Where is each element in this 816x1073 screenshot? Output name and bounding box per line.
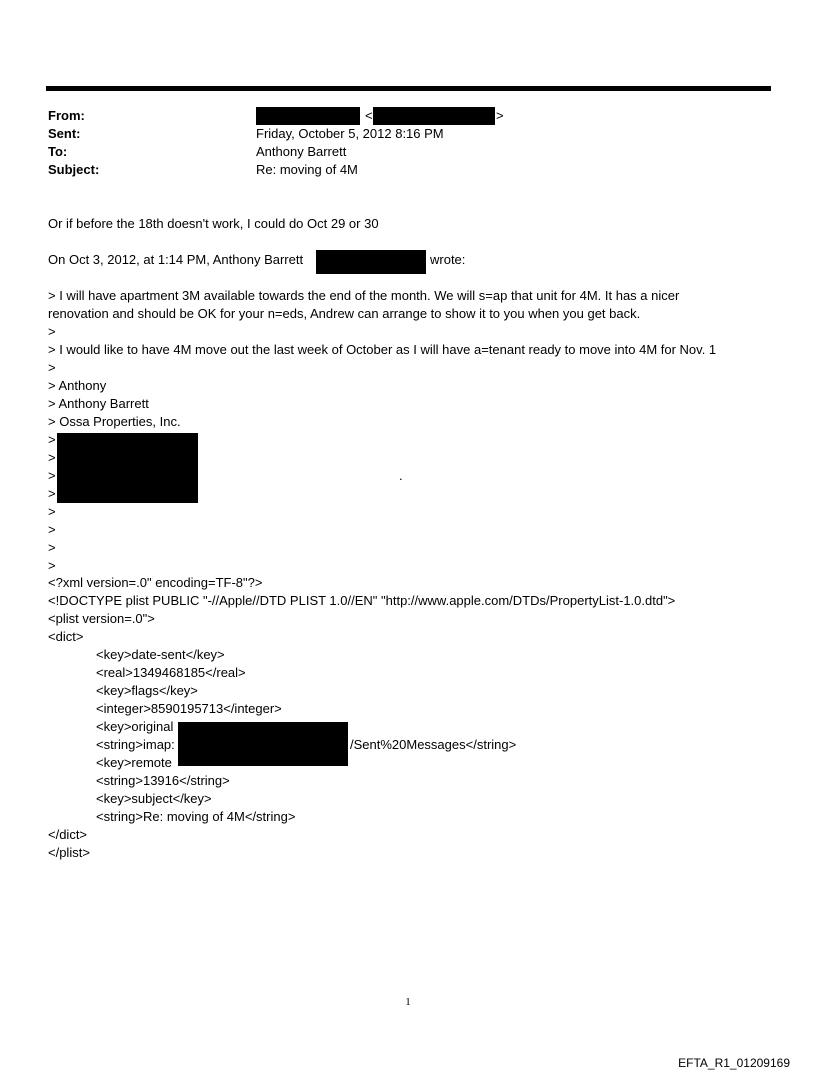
quote-gt: > — [48, 540, 56, 555]
quote-line: renovation and should be OK for your n=eds, Andrew can arrange to show it to you when you get back. — [48, 306, 641, 321]
quote-gt: > — [48, 432, 56, 447]
plist-open: <plist version=.0"> — [48, 611, 155, 626]
redacted-sender-name — [256, 107, 360, 125]
plist-entry: <key>remote — [96, 755, 172, 770]
redacted-attribution-email — [316, 250, 426, 274]
stray-dot: . — [399, 468, 403, 483]
plist-entry: <string>13916</string> — [96, 773, 230, 788]
from-gt: > — [496, 108, 504, 123]
xml-declaration: <?xml version=.0" encoding=TF-8"?> — [48, 575, 263, 590]
redacted-mailbox-path — [178, 722, 348, 766]
from-label: From: — [48, 108, 85, 123]
doctype-line: <!DOCTYPE plist PUBLIC "-//Apple//DTD PLIST 1.0//EN" "http://www.apple.com/DTDs/PropertyList-1.0.dtd"> — [48, 593, 676, 608]
quote-gt: > — [48, 522, 56, 537]
quote-gt: > — [48, 504, 56, 519]
redacted-signature-block — [57, 433, 198, 503]
signature-line: > Anthony — [48, 378, 107, 393]
to-value: Anthony Barrett — [256, 144, 347, 159]
sent-value: Friday, October 5, 2012 8:16 PM — [256, 126, 444, 141]
subject-label: Subject: — [48, 162, 100, 177]
plist-entry: <string>Re: moving of 4M</string> — [96, 809, 296, 824]
body-intro: Or if before the 18th doesn't work, I could do Oct 29 or 30 — [48, 216, 379, 231]
signature-line: > Anthony Barrett — [48, 396, 149, 411]
attribution-prefix: On Oct 3, 2012, at 1:14 PM, Anthony Barrett — [48, 252, 304, 267]
quote-gt: > — [48, 558, 56, 573]
quote-gt: > — [48, 450, 56, 465]
from-lt: < — [365, 108, 373, 123]
signature-line: > Ossa Properties, Inc. — [48, 414, 181, 429]
plist-entry: <real>1349468185</real> — [96, 665, 246, 680]
plist-entry: <string>imap: — [96, 737, 175, 752]
dict-close: </dict> — [48, 827, 88, 842]
redacted-sender-email — [373, 107, 495, 125]
page-number: 1 — [405, 996, 411, 1008]
plist-entry: <key>original — [96, 719, 174, 734]
quote-gt: > — [48, 360, 56, 375]
subject-value: Re: moving of 4M — [256, 162, 358, 177]
quote-line: > I would like to have 4M move out the last week of October as I will have a=tenant ready to move into 4M for Nov. 1 — [48, 342, 717, 357]
plist-entry: <integer>8590195713</integer> — [96, 701, 282, 716]
sent-label: Sent: — [48, 126, 81, 141]
attribution-suffix: wrote: — [430, 252, 466, 267]
plist-entry: <key>date-sent</key> — [96, 647, 225, 662]
quote-line: > I will have apartment 3M available towards the end of the month. We will s=ap that unit for 4M. It has a nicer — [48, 288, 680, 303]
header-rule — [46, 86, 771, 91]
plist-close: </plist> — [48, 845, 90, 860]
plist-entry: <key>subject</key> — [96, 791, 212, 806]
plist-entry: <key>flags</key> — [96, 683, 198, 698]
to-label: To: — [48, 144, 68, 159]
document-id: EFTA_R1_01209169 — [678, 1056, 790, 1070]
quote-gt: > — [48, 324, 56, 339]
plist-entry-tail: /Sent%20Messages</string> — [350, 737, 517, 752]
quote-gt: > — [48, 486, 56, 501]
quote-gt: > — [48, 468, 56, 483]
dict-open: <dict> — [48, 629, 84, 644]
